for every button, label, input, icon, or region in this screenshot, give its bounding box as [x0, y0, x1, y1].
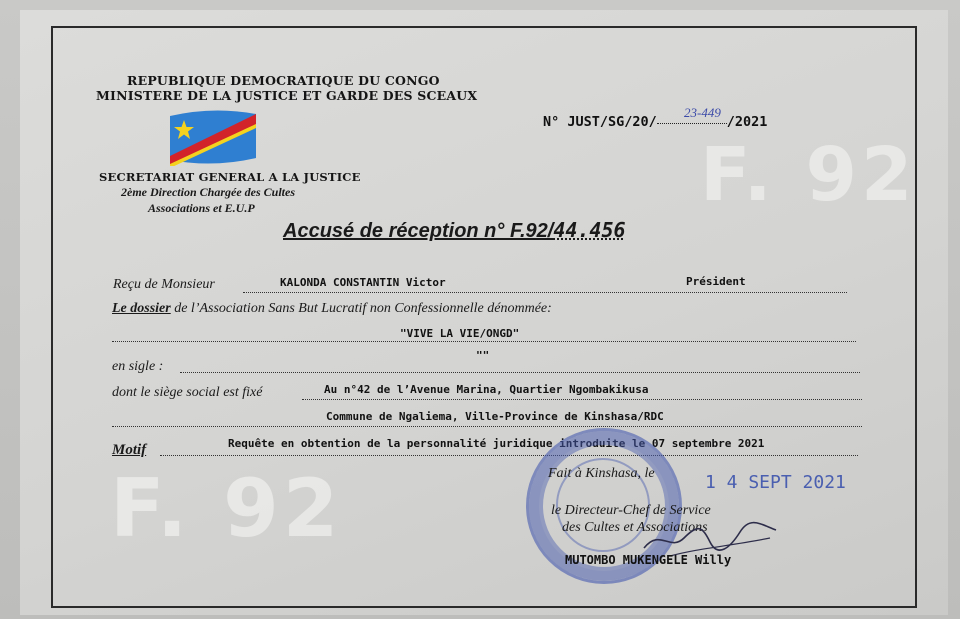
siege-dotted-line-2	[112, 426, 862, 427]
siege-line-1: Au n°42 de l’Avenue Marina, Quartier Ngombakikusa	[324, 383, 649, 396]
date-stamp: 1 4 SEPT 2021	[705, 472, 846, 493]
header-republic: REPUBLIQUE DEMOCRATIQUE DU CONGO	[127, 73, 440, 88]
drc-flag-icon	[168, 108, 258, 166]
dossier-label: Le dossier	[112, 301, 171, 316]
header-secretariat: SECRETARIAT GENERAL A LA JUSTICE	[99, 170, 361, 184]
siege-line-2: Commune de Ngaliema, Ville-Province de Kinshasa/RDC	[326, 410, 664, 423]
recu-label: Reçu de Monsieur	[113, 277, 215, 292]
reference-suffix: /2021	[726, 114, 768, 130]
header-ministry: MINISTERE DE LA JUSTICE ET GARDE DES SCEAUX	[96, 88, 478, 103]
sigle-label: en sigle :	[112, 359, 164, 374]
signatory-name: MUTOMBO MUKENGELE Willy	[565, 553, 732, 567]
reference-dots	[657, 123, 727, 124]
title-text: Accusé de réception n° F.92/	[283, 220, 554, 242]
siege-dotted-line-1	[302, 399, 862, 400]
sigle-dotted-line	[180, 372, 860, 373]
recu-dotted-line	[243, 292, 847, 293]
title-number: 44.456	[553, 218, 626, 242]
reference-prefix: N° JUST/SG/20/	[543, 114, 657, 130]
association-name: "VIVE LA VIE/ONGD"	[400, 327, 520, 340]
motif-value: Requête en obtention de la personnalité juridique introduite le 07 septembre 2021	[228, 437, 765, 450]
header-direction: 2ème Direction Chargée des Cultes	[121, 185, 295, 199]
signatory-role-line-1: le Directeur-Chef de Service	[551, 503, 711, 518]
reference-number	[543, 114, 767, 130]
recu-name: KALONDA CONSTANTIN Victor	[280, 276, 446, 289]
motif-dotted-line	[160, 455, 858, 456]
sigle-value: ""	[476, 349, 490, 362]
motif-label: Motif	[112, 442, 147, 458]
siege-label: dont le siège social est fixé	[112, 385, 263, 400]
dossier-text: de l’Association Sans But Lucratif non Confessionnelle dénommée:	[174, 301, 552, 316]
header-associations: Associations et E.U.P	[148, 201, 255, 215]
fait-label: Fait à Kinshasa, le	[548, 466, 655, 481]
page-title	[283, 218, 626, 243]
watermark-top: F. 92	[700, 132, 917, 218]
signatory-role-line-2: des Cultes et Associations	[562, 520, 708, 535]
dossier-line	[112, 301, 552, 317]
association-dotted-line	[112, 341, 856, 342]
recu-role: Président	[686, 275, 746, 288]
reference-handwritten: 23-449	[684, 105, 721, 120]
watermark-bottom: F. 92	[110, 462, 343, 555]
